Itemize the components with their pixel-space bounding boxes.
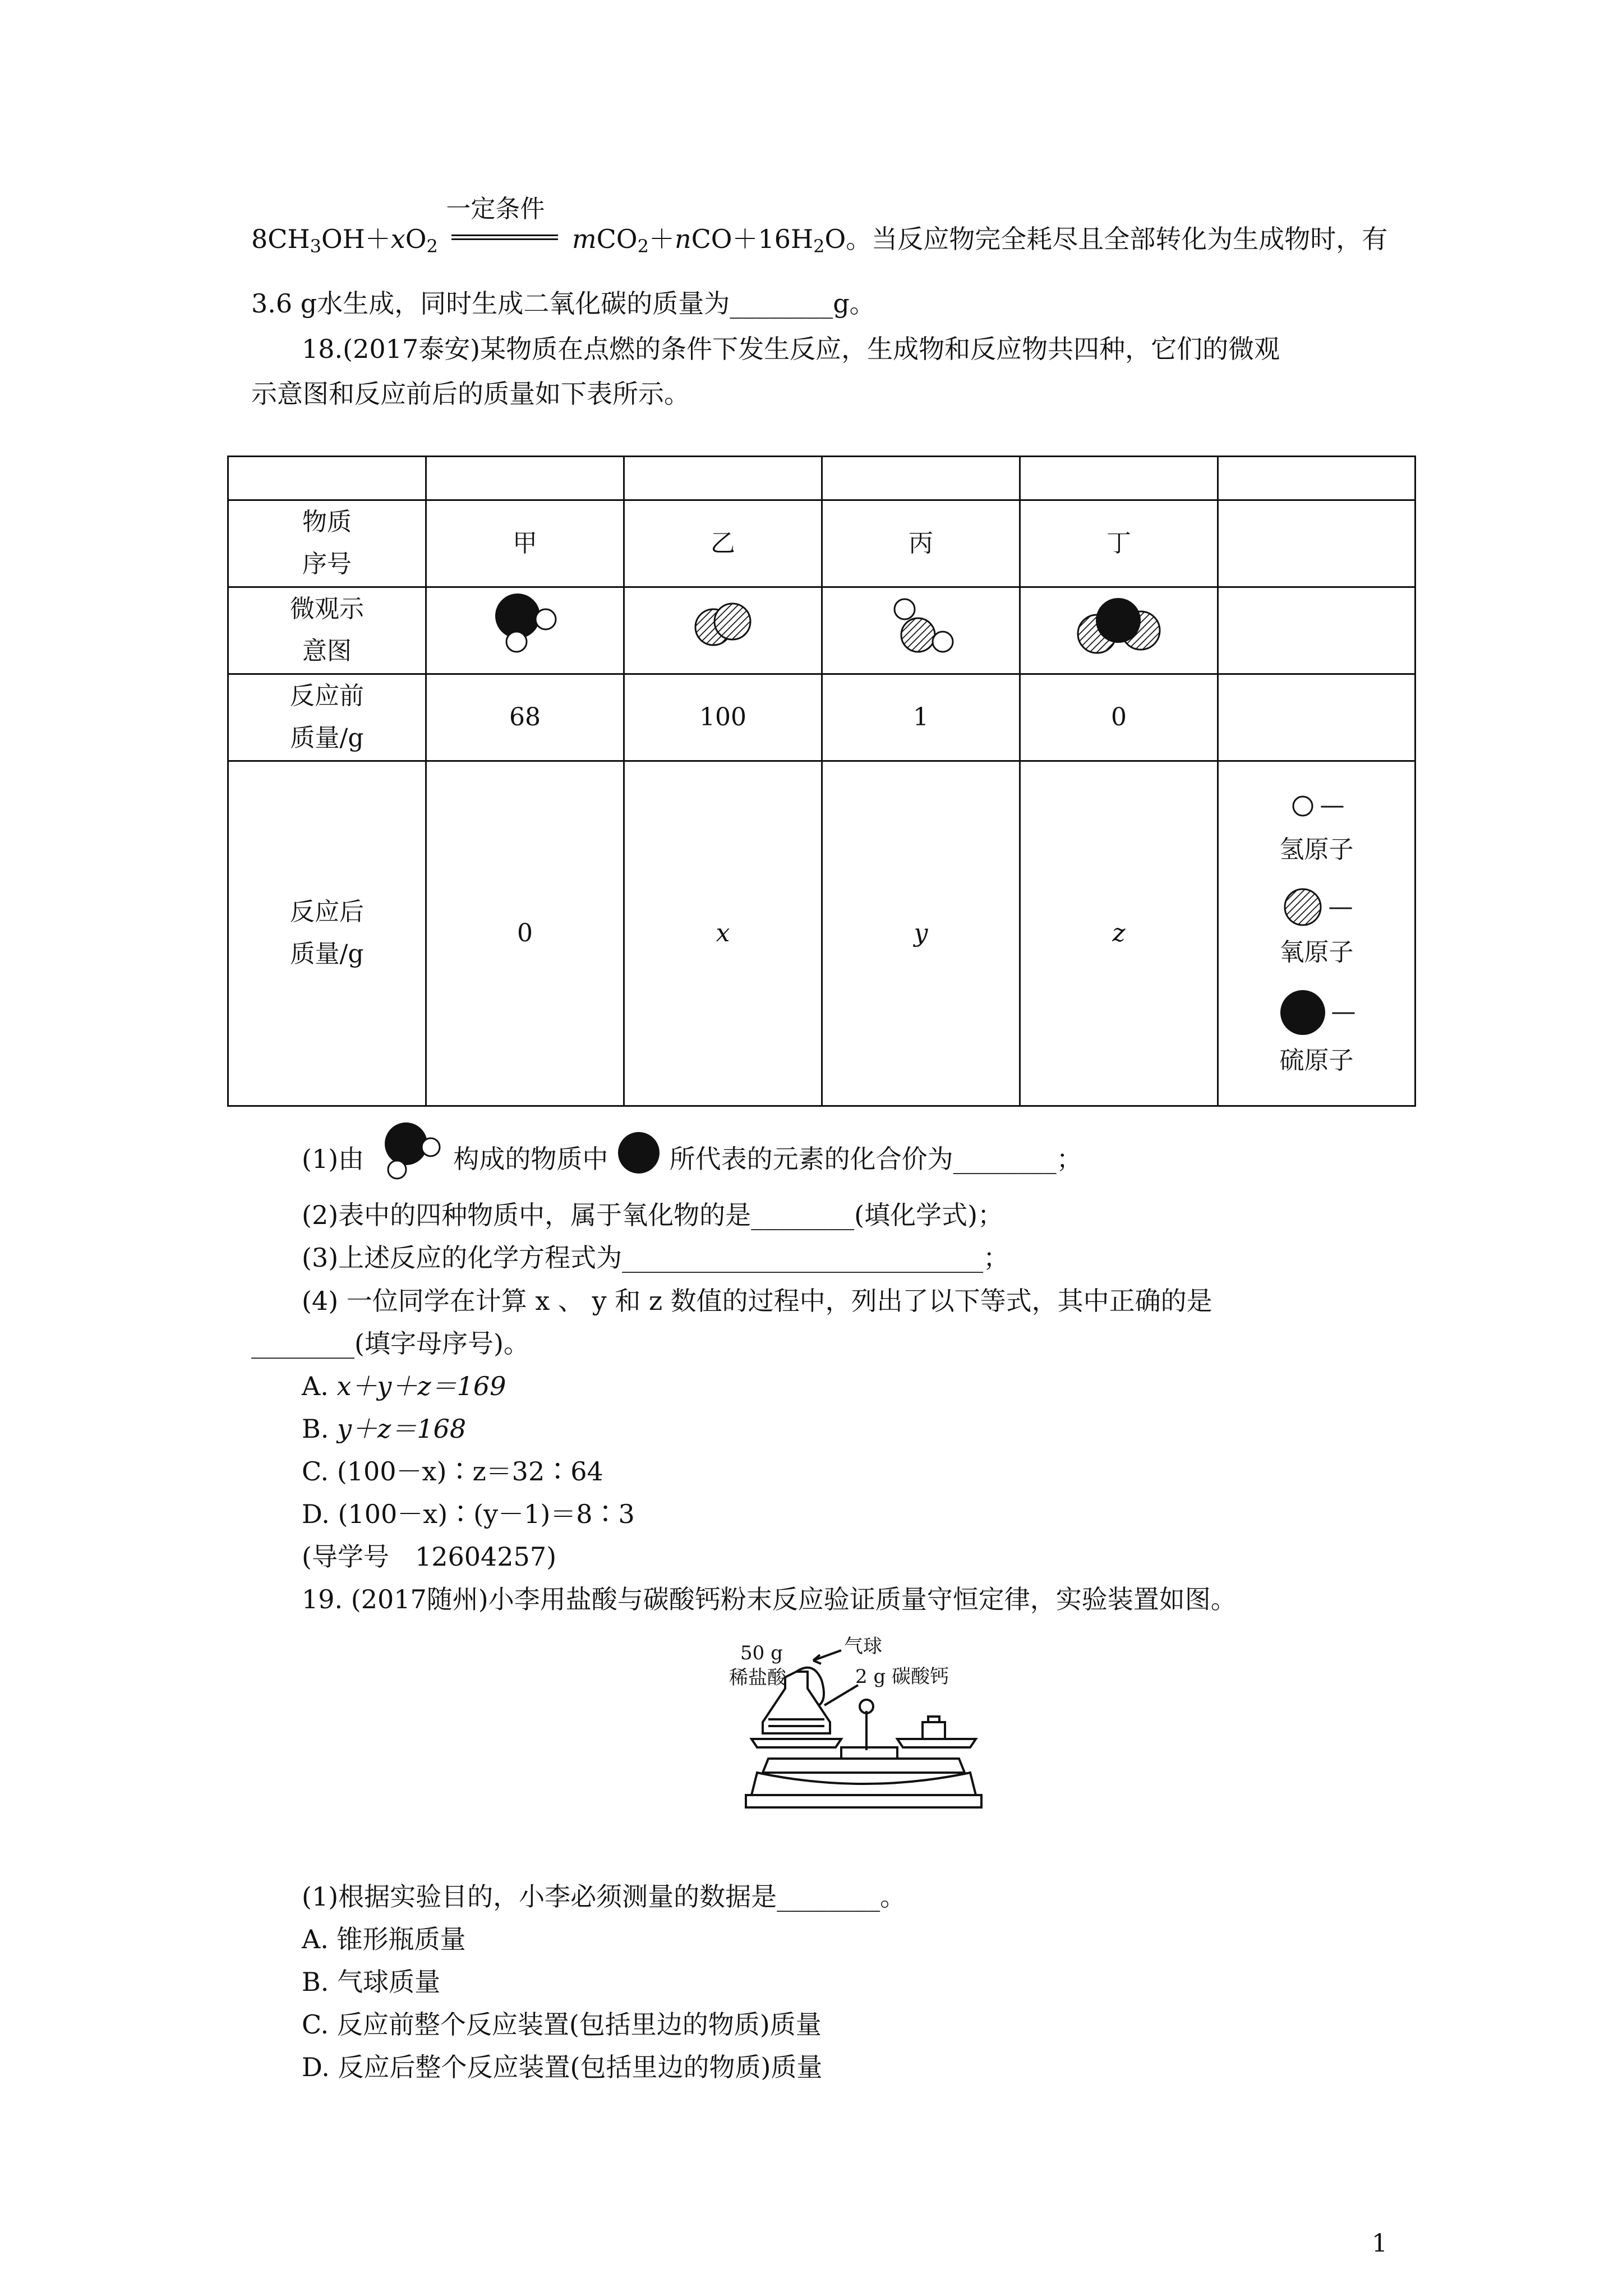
q19-option-a: A. 锥形瓶质量 [302,1924,466,1954]
reaction-data-table [227,455,1416,1107]
q18-part4-line2: ________(填字母序号)。 [251,1328,529,1359]
q18-option-b: B. y＋z＝168 [302,1414,467,1444]
balance-drawing-icon [729,1638,987,1829]
row-label-substance: 物质 序号 [228,500,426,587]
eq-reactant-1: 8CH [251,224,310,254]
q18-option-c: C. (100－x)∶z＝32∶64 [302,1456,603,1487]
substance-ding: 丁 [1020,500,1218,587]
balance-apparatus-figure [729,1635,987,1829]
q18-part1: (1)由 构成的物质中 所代表的元素的化合价为________； [302,1139,1082,1181]
molecule-h2o-icon [879,590,963,657]
reaction-condition: 一定条件 [446,195,545,223]
molecule-h2s-icon [483,590,567,657]
after-yi: x [624,761,822,1106]
legend-oxygen-label: 氧原子 [1279,938,1354,967]
eq-var-n: n [674,224,691,254]
q19-option-b: B. 气球质量 [302,1967,441,1997]
after-bing: y [822,761,1020,1106]
oxygen-atom-icon [1280,885,1325,930]
guide-number: (导学号 12604257) [302,1542,557,1572]
q18-part2: (2)表中的四种物质中，属于氧化物的是________(填化学式)； [302,1200,1004,1230]
atom-legend: — 氢原子 — 氧原子 — 硫原子 [1218,761,1415,1106]
eq-var-x: x [390,224,405,254]
table-row-before [228,674,1415,761]
before-bing: 1 [822,674,1020,761]
q17-line2: 3.6 g水生成，同时生成二氧化碳的质量为________g。 [251,288,875,319]
q18-part3: (3)上述反应的化学方程式为____________________________； [302,1243,1009,1273]
legend-sulfur-label: 硫原子 [1279,1046,1354,1075]
balloon-label: 气球 [844,1635,882,1658]
row-label-micro: 微观示 意图 [228,587,426,674]
substance-jia: 甲 [426,500,624,587]
caco3-label: 2 g 碳酸钙 [855,1665,949,1688]
after-jia: 0 [426,761,624,1106]
q18-option-d: D. (100－x)∶(y－1)＝8∶3 [302,1499,635,1529]
sulfur-atom-icon [1278,987,1328,1038]
molecule-o2-icon [681,590,765,657]
after-ding: z [1020,761,1218,1106]
acid-name-label: 稀盐酸 [729,1667,786,1689]
table-row-substance [228,500,1415,587]
sulfur-atom-inline-icon [616,1130,661,1175]
substance-bing: 丙 [822,500,1020,587]
table-row-empty [228,457,1415,500]
hydrogen-atom-icon [1289,792,1317,820]
row-label-after: 反应后 质量/g [228,761,426,1106]
q18-option-a: A. x＋y＋z＝169 [302,1371,506,1401]
equation-line: $8CH_3OH+xO_2$ 一定条件 $mCO_2+nCO+16H_2O$。当反应物完全耗尽且全部转化为生成物时，有 [251,219,1387,260]
table-row-after [228,761,1415,1106]
eq-var-m: m [572,224,597,254]
q18-part4-line1: (4) 一位同学在计算 x 、 y 和 z 数值的过程中，列出了以下等式，其中正确的是 [302,1286,1212,1316]
reaction-condition-arrow [446,195,564,252]
q18-stem-line2: 示意图和反应前后的质量如下表所示。 [251,379,690,409]
before-jia: 68 [426,674,624,761]
molecule-so2-icon [1066,590,1172,657]
before-ding: 0 [1020,674,1218,761]
q19-option-c: C. 反应前整个反应装置(包括里边的物质)质量 [302,2009,822,2040]
q19-option-d: D. 反应后整个反应装置(包括里边的物质)质量 [302,2052,823,2082]
acid-mass-label: 50 g [740,1642,783,1664]
table-row-micro [228,587,1415,674]
q18-stem-line1: 18.(2017泰安)某物质在点燃的条件下发生反应，生成物和反应物共四种，它们的微观 [302,334,1280,364]
before-yi: 100 [624,674,822,761]
row-label-before: 反应前 质量/g [228,674,426,761]
h2s-molecule-inline-icon [372,1119,445,1181]
q19-stem: 19. (2017随州)小李用盐酸与碳酸钙粉末反应验证质量守恒定律，实验装置如图。 [302,1584,1237,1614]
substance-yi: 乙 [624,500,822,587]
page-number: 1 [1372,2229,1387,2258]
q19-part1: (1)根据实验目的，小李必须测量的数据是________。 [302,1881,906,1912]
legend-hydrogen-label: 氢原子 [1279,835,1354,864]
